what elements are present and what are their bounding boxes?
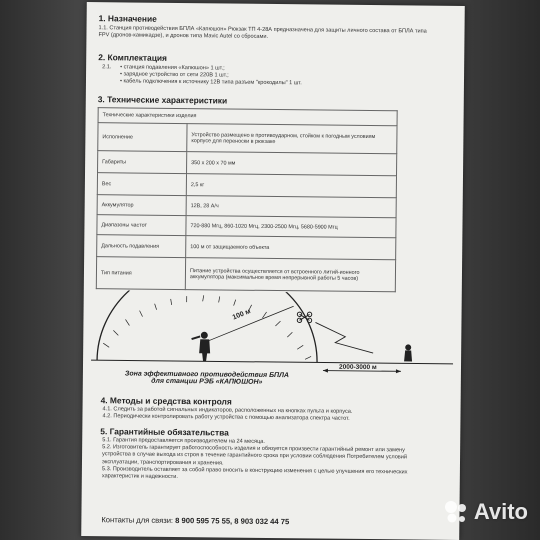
contacts-label: Контакты для связи: <box>101 515 174 525</box>
instruction-sheet <box>81 2 465 540</box>
table-row <box>96 257 395 292</box>
drone-icon <box>297 312 312 323</box>
table-row <box>97 235 396 260</box>
spec-key: Вес <box>97 173 186 196</box>
spec-key: Аккумулятор <box>97 195 186 216</box>
section-5-title: 5. Гарантийные обязательства <box>100 426 229 438</box>
spec-key: Габариты <box>98 151 187 174</box>
contacts-phones: 8 900 595 75 55, 8 903 032 44 75 <box>175 515 290 527</box>
spec-value: 720-880 Мгц, 860-1020 Мгц, 2300-2500 Мгц, 5680-5900 Мгц <box>186 216 396 238</box>
list-item: 5.1. Гарантия предоставляется производителем на 24 месяца. <box>102 437 265 445</box>
spec-key: Диапазоны частот <box>97 215 186 236</box>
list-item: 4.2. Периодически контролировать работу устройства с помощью анализатора спектра частот. <box>102 413 350 423</box>
section-1-title: 1. Назначение <box>98 13 157 24</box>
arrow-right-icon <box>396 369 401 373</box>
spec-key: Дальность подавления <box>97 235 186 258</box>
section-4-title: 4. Методы и средства контроля <box>100 395 232 407</box>
kit-item: • зарядное устройство от сети 220В 1 шт.; <box>120 71 229 79</box>
section-4-list <box>102 406 442 424</box>
table-row <box>98 123 397 154</box>
spec-value: 12В, 28 А/ч <box>186 196 396 218</box>
list-item: 5.3. Производитель оставляет за собой право вносить в конструкцию изменения с целью улучшения его технических характеристик и надежности. <box>101 466 408 481</box>
spec-table <box>96 107 398 292</box>
spec-value: 100 м от защищаемого объекта <box>186 236 396 260</box>
caption-line-1: Зона эффективного противодействия БПЛА <box>124 370 290 380</box>
distance-label: 2000-3000 м <box>338 363 377 372</box>
table-row <box>97 173 396 198</box>
spec-value: 2,5 кг <box>186 174 396 198</box>
kit-item: • станция подавления «Капюшон» 1 шт.; <box>120 64 225 72</box>
table-row <box>98 151 397 176</box>
soldier-icon <box>191 332 210 362</box>
kit-item: • кабель подключения к источнику 12В типа разъем "крокодилы" 1 шт. <box>119 78 302 87</box>
signal-zigzag <box>315 322 373 353</box>
spec-table-header: Технические характеристики изделия <box>98 108 397 126</box>
avito-brand-text: Avito <box>473 499 528 524</box>
spec-value: Питание устройства осуществляется от встроенного литий-ионного аккумулятора (максимальное время непрерывной работы 5 часов) <box>185 258 395 292</box>
spec-value: Устройство размещено в противоударном, стойком к погодным условиям корпусе для переноски в рюкзаке <box>187 124 397 154</box>
list-item: 5.2. Изготовитель гарантирует работоспособность изделия и обязуется произвести гарантийный ремонт или замену устройства в случае выхода из строя в течение гарантийного срока при условии соблюдения Потребителем условий эксплуатации, транспортирования и хранения. <box>101 444 408 467</box>
avito-watermark <box>442 498 528 526</box>
spec-key: Тип питания <box>96 257 185 290</box>
operator-icon <box>404 344 412 361</box>
radius-label: 100 м <box>231 308 252 322</box>
diagram-caption <box>97 370 317 386</box>
arrow-left-icon <box>323 369 328 373</box>
section-1-text: 1.1. Станция противодействия БПЛА «Капюшон» Рюкзак ТП 4-28А предназначена для защиты личного состава от БПЛА типа FPV (дронов-камикадзе), и дронов типа Mavic Autel со сбросами. <box>98 25 427 41</box>
radius-line <box>207 305 293 342</box>
caption-line-2: для станции РЭБ «КАПЮШОН» <box>151 377 263 386</box>
spec-value: 350 х 200 х 70 мм <box>187 152 397 176</box>
section-2-list <box>120 64 420 89</box>
contacts-line <box>101 515 289 526</box>
section-2-title: 2. Комплектация <box>98 52 167 63</box>
ground-line <box>91 360 453 364</box>
list-item: 4.1. Следить за работой сигнальных индикаторов, расположенных на кнопках пульта и корпуса. <box>102 406 353 415</box>
avito-logo-icon <box>442 498 470 526</box>
section-3-title: 3. Технические характеристики <box>97 94 228 106</box>
spec-key: Исполнение <box>98 123 187 152</box>
section-2-label: 2.1. <box>102 64 112 71</box>
section-5-list <box>102 437 432 484</box>
